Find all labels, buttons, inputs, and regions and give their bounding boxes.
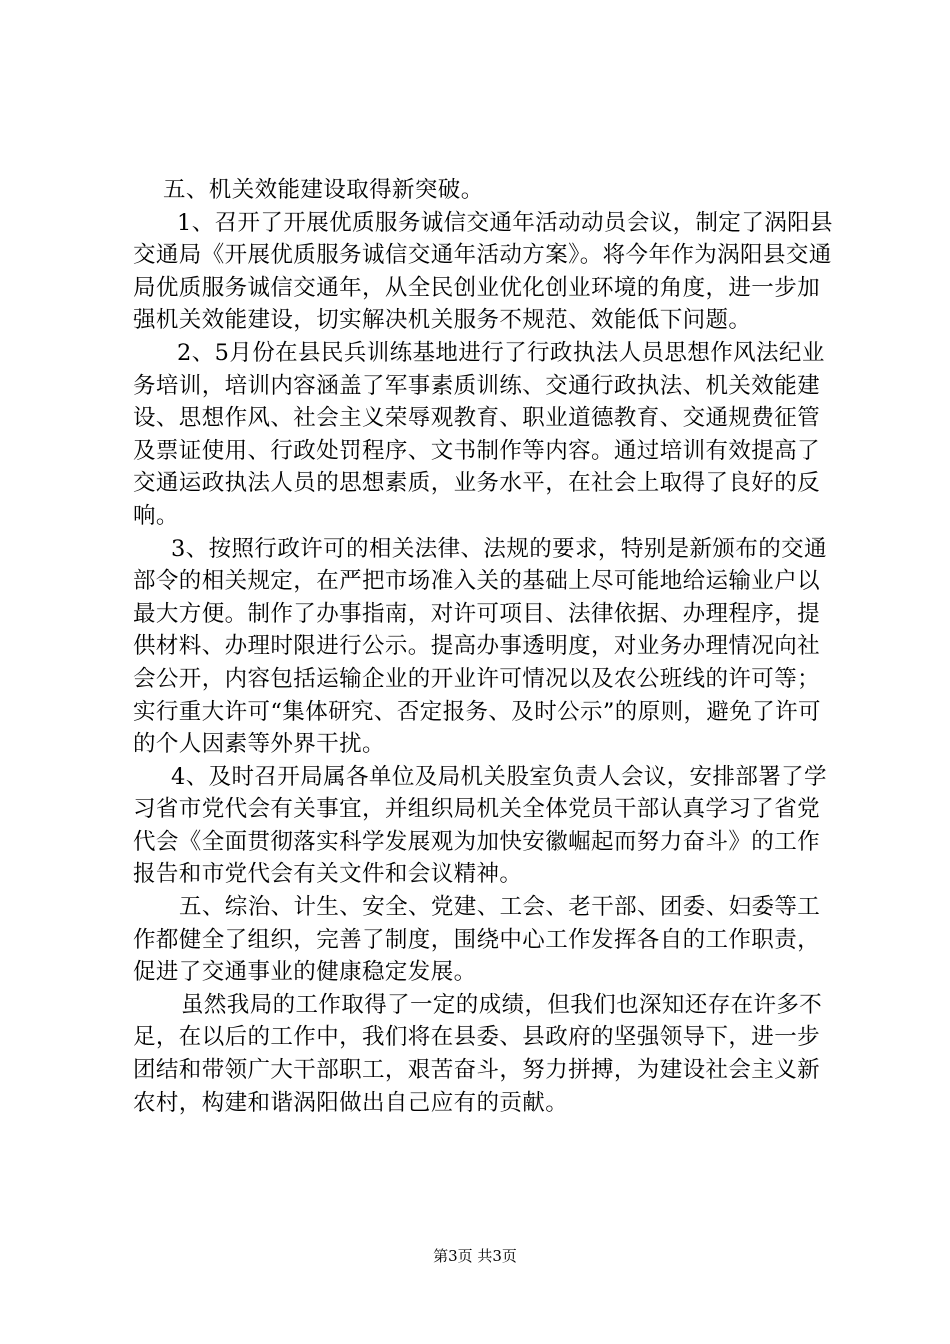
paragraph-item-4: 4、及时召开局属各单位及局机关股室负责人会议，安排部署了学习省市党代会有关事宜，并组织局机关全体党员干部认真学习了省党代会《全面贯彻落实科学发展观为加快安徽崛起而努力奋斗》的工作报告和市党代会有关文件和会议精神。 (133, 763, 827, 888)
paragraph-section-five: 五、综治、计生、安全、党建、工会、老干部、团委、妇委等工作都健全了组织，完善了制度，围绕中心工作发挥各自的工作职责，促进了交通事业的健康稳定发展。 (133, 894, 821, 986)
paragraph-item-2: 2、5月份在县民兵训练基地进行了行政执法人员思想作风法纪业务培训，培训内容涵盖了军事素质训练、交通行政执法、机关效能建设、思想作风、社会主义荣辱观教育、职业道德教育、交通规费征管及票证使用、行政处罚程序、文书制作等内容。通过培训有效提高了交通运政执法人员的思想素质，业务水平，在社会上取得了良好的反响。 (133, 339, 825, 529)
document-body (133, 174, 833, 1119)
paragraph-conclusion: 虽然我局的工作取得了一定的成绩，但我们也深知还存在许多不足，在以后的工作中，我们将在县委、县政府的坚强领导下，进一步团结和带领广大干部职工，艰苦奋斗，努力拼搏，为建设社会主义新农村，构建和谐涡阳做出自己应有的贡献。 (133, 991, 823, 1116)
paragraph-item-3: 3、按照行政许可的相关法律、法规的要求，特别是新颁布的交通部令的相关规定，在严把市场准入关的基础上尽可能地给运输业户以最大方便。制作了办事指南，对许可项目、法律依据、办理程序，提供材料、办理时限进行公示。提高办事透明度，对业务办理情况向社会公开，内容包括运输企业的开业许可情况以及农公班线的许可等；实行重大许可“集体研究、否定报务、及时公示”的原则，避免了许可的个人因素等外界干扰。 (133, 535, 827, 758)
page-number-footer: 第3页 共3页 (433, 1247, 517, 1265)
paragraph-item-1: 1、召开了开展优质服务诚信交通年活动动员会议，制定了涡阳县交通局《开展优质服务诚信交通年活动方案》。将今年作为涡阳县交通局优质服务诚信交通年，从全民创业优化创业环境的角度，进一步加强机关效能建设，切实解决机关服务不规范、效能低下问题。 (133, 209, 833, 334)
section-heading: 五、机关效能建设取得新突破。 (163, 177, 484, 203)
